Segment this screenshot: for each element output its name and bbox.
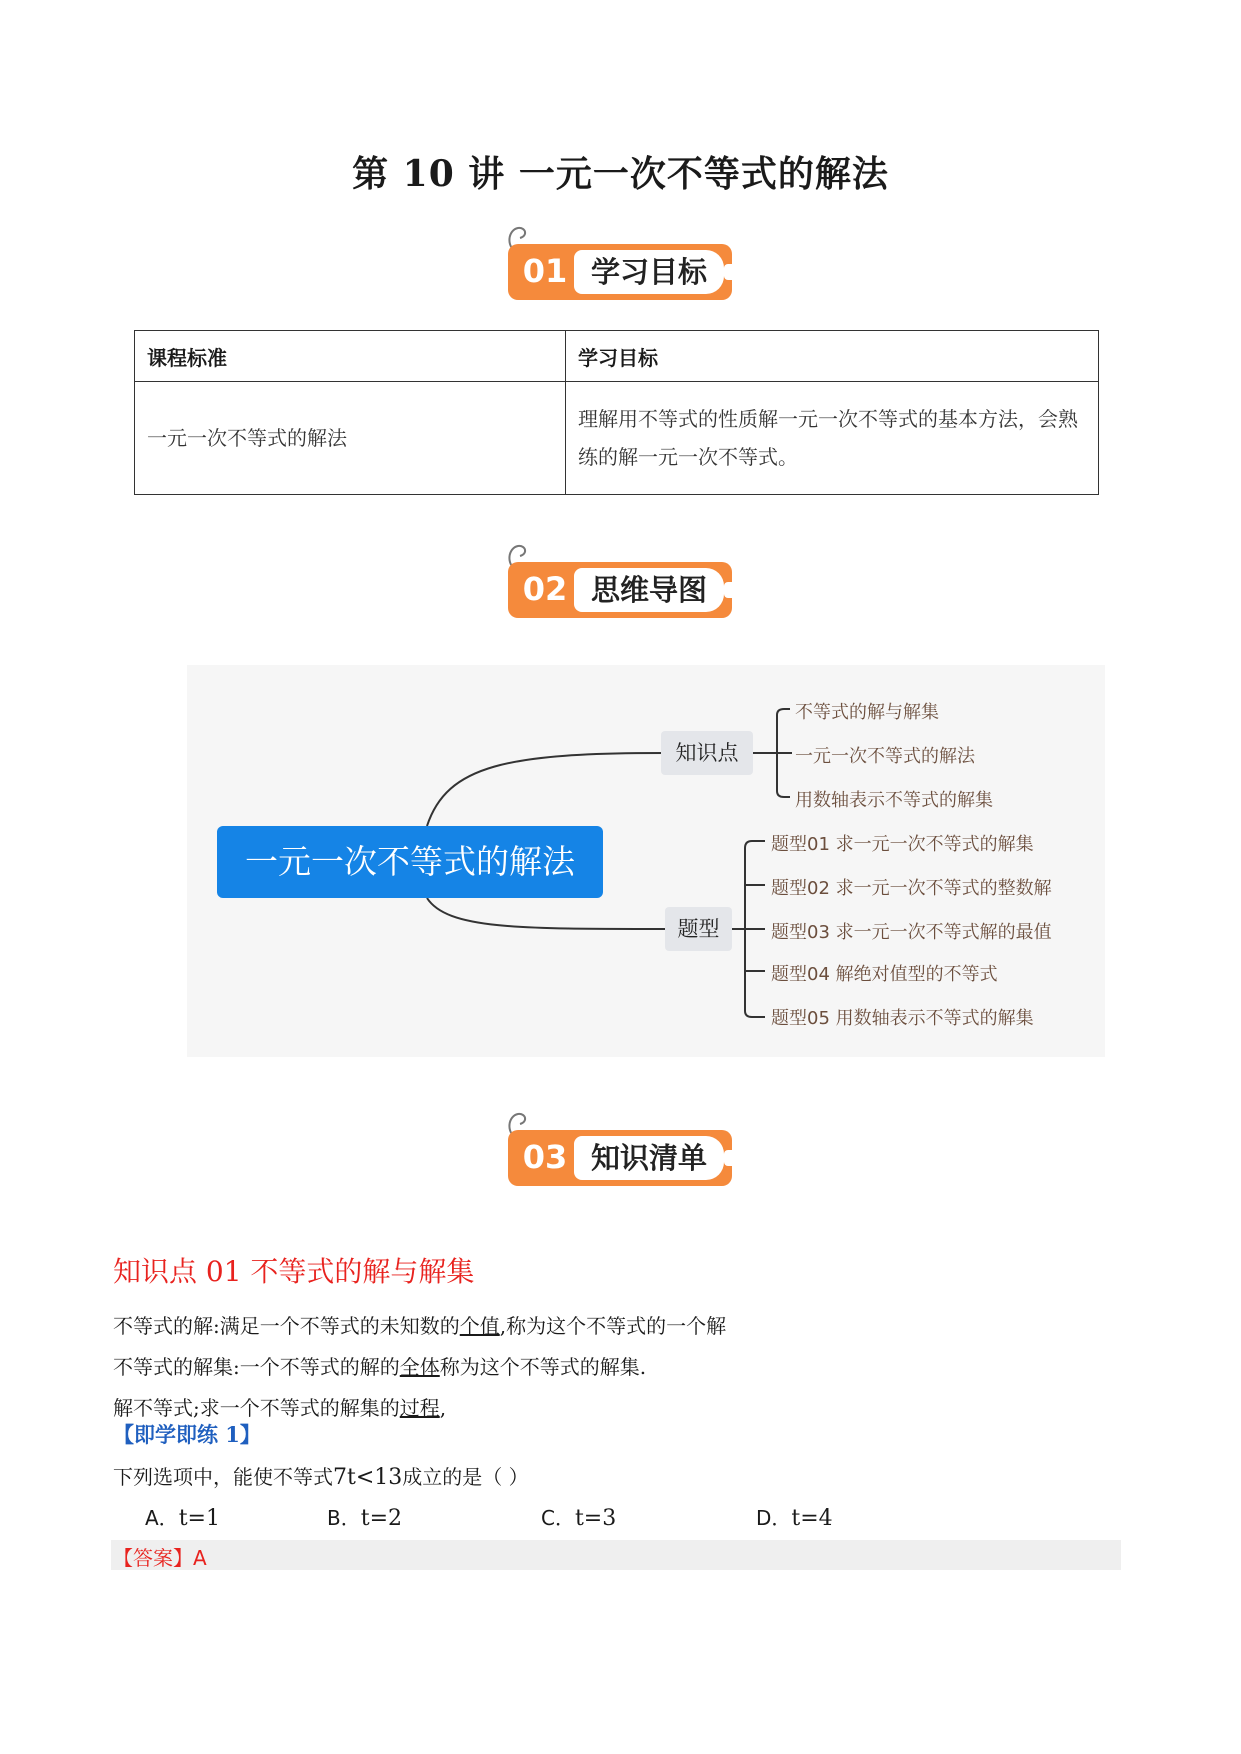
option-letter: A．: [145, 1506, 179, 1530]
practice-heading: 【即学即练 1】: [113, 1422, 261, 1447]
option-value: t=1: [178, 1506, 220, 1531]
section-number: 02: [522, 570, 568, 608]
question: [113, 1461, 529, 1490]
section-badge-knowledge: [502, 1108, 738, 1192]
answer-bar: [111, 1540, 1121, 1570]
section-badge-mindmap: [502, 540, 738, 624]
answer-label: 【答案】: [113, 1546, 193, 1570]
text: ,称为这个不等式的一个解: [499, 1314, 727, 1338]
option-value: t=3: [574, 1506, 617, 1531]
mind-map-leaf: 题型04 解绝对值型的不等式: [771, 964, 998, 985]
underlined-text: 个值: [459, 1314, 500, 1338]
mind-map-branch-types: 题型: [665, 907, 732, 951]
table-row: [135, 382, 1099, 495]
answer: [113, 1542, 207, 1571]
table-header-row: [135, 331, 1099, 382]
mind-map-leaf: 题型01 求一元一次不等式的解集: [771, 834, 1034, 855]
text: ,: [439, 1396, 447, 1420]
question-text: 成立的是（ ）: [402, 1465, 529, 1489]
mind-map-leaf: 题型03 求一元一次不等式解的最值: [771, 922, 1052, 943]
mind-map: [187, 665, 1105, 1057]
option-letter: C．: [541, 1506, 575, 1530]
goals-table: [134, 330, 1099, 495]
option-letter: B．: [327, 1506, 361, 1530]
knowledge-point-title: 知识点 01 不等式的解与解集: [113, 1255, 475, 1288]
section-label: 知识清单: [574, 1136, 724, 1180]
text: 不等式的解:满足一个不等式的未知数的: [113, 1314, 460, 1338]
section-number: 01: [522, 252, 568, 290]
text: 不等式的解集:一个不等式的解的: [113, 1355, 400, 1379]
page-title: 第 10 讲 一元一次不等式的解法: [352, 153, 889, 195]
option-c: [541, 1502, 616, 1531]
definition-solving: [113, 1392, 446, 1421]
mind-map-branch-knowledge: 知识点: [661, 731, 753, 775]
header-course-standard: 课程标准: [135, 331, 566, 382]
mind-map-leaf: 一元一次不等式的解法: [795, 746, 975, 767]
option-d: [756, 1502, 833, 1531]
option-a: [145, 1502, 220, 1531]
cell-learning-goal: 理解用不等式的性质解一元一次不等式的基本方法，会熟练的解一元一次不等式。: [566, 382, 1099, 495]
section-number: 03: [522, 1138, 568, 1176]
answer-value: A: [193, 1546, 207, 1570]
text: 称为这个不等式的解集.: [439, 1355, 647, 1379]
mind-map-leaf: 用数轴表示不等式的解集: [795, 790, 993, 811]
text: 解不等式;求一个不等式的解集的: [113, 1396, 400, 1420]
definition-solution: [113, 1310, 726, 1339]
inequality: 7t<13: [333, 1465, 403, 1490]
option-b: [327, 1502, 402, 1531]
underlined-text: 全体: [399, 1355, 440, 1379]
option-letter: D．: [756, 1506, 792, 1530]
section-label: 思维导图: [574, 568, 724, 612]
mind-map-root: 一元一次不等式的解法: [217, 826, 603, 898]
mind-map-leaf: 题型02 求一元一次不等式的整数解: [771, 878, 1052, 899]
cell-course-standard: 一元一次不等式的解法: [135, 382, 566, 495]
definition-solution-set: [113, 1351, 646, 1380]
option-value: t=2: [360, 1506, 403, 1531]
section-label: 学习目标: [574, 250, 724, 294]
mind-map-leaf: 题型05 用数轴表示不等式的解集: [771, 1008, 1034, 1029]
header-learning-goal: 学习目标: [566, 331, 1099, 382]
underlined-text: 过程: [399, 1396, 440, 1420]
section-badge-goals: [502, 222, 738, 306]
mind-map-leaf: 不等式的解与解集: [795, 702, 939, 723]
question-text: 下列选项中，能使不等式: [113, 1465, 333, 1489]
option-value: t=4: [791, 1506, 833, 1531]
